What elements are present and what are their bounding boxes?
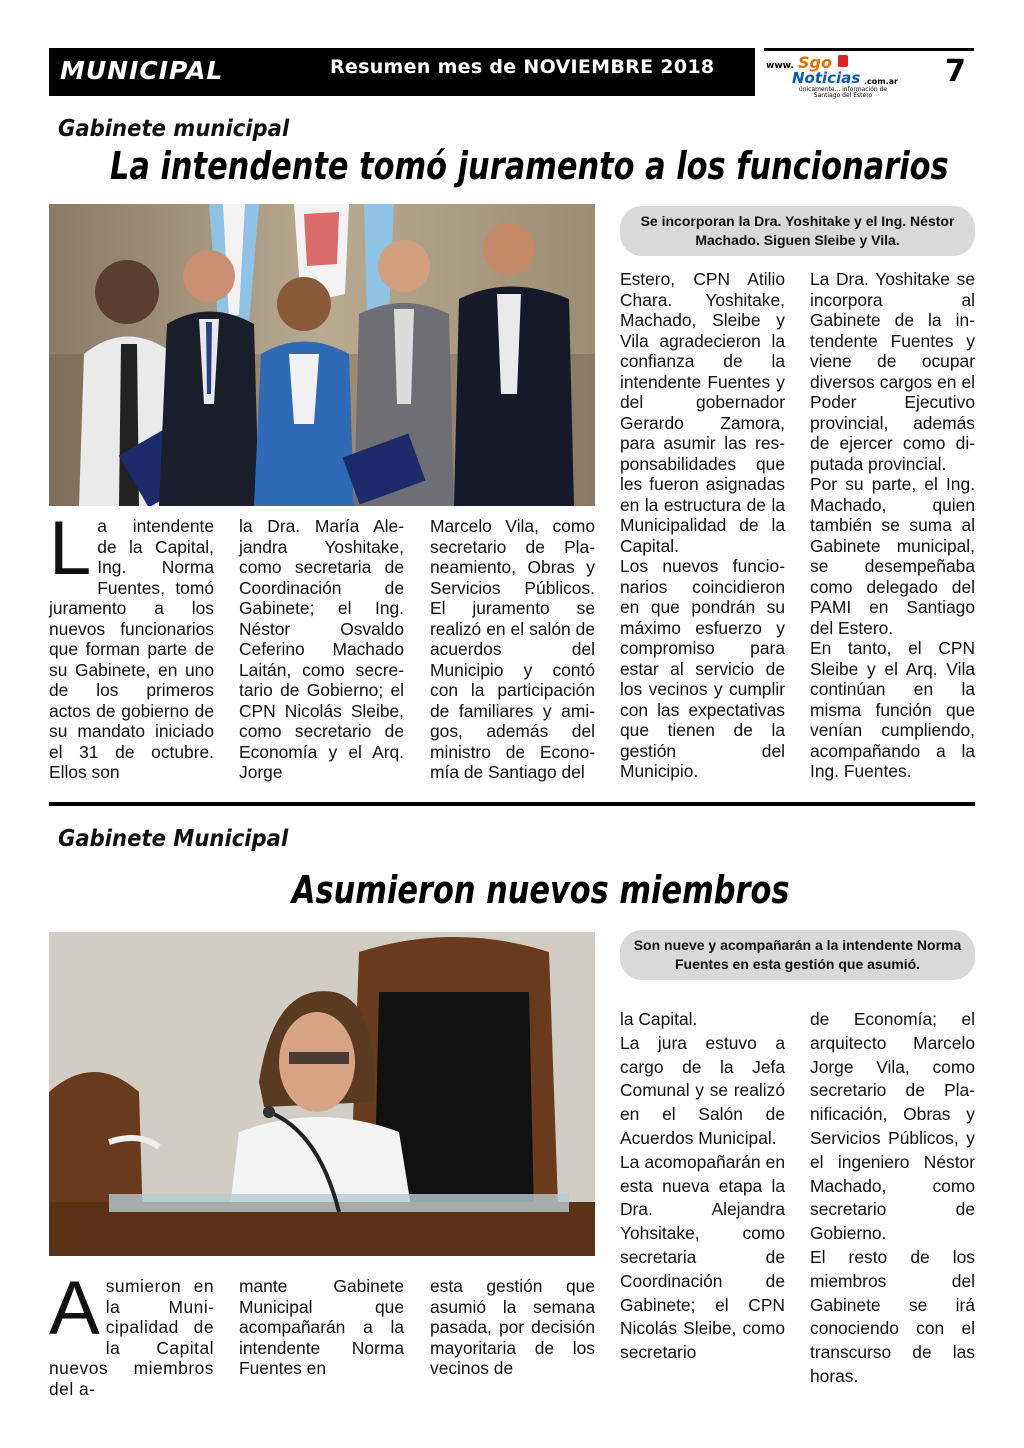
article2-column-2: mante Gabinete Municipal que acompañarán a la intendente Norma Fuentes en: [239, 1276, 404, 1378]
article2-subhead: Son nueve y acompañarán a la intendente Norma Fuentes en esta gestión que asumió.: [620, 930, 975, 980]
officials-group-photo: [49, 204, 595, 506]
article1-column-1: [49, 506, 214, 783]
logo-domain: .com.ar: [864, 77, 898, 86]
article2-column-1: [49, 1266, 214, 1399]
article1-photo: [49, 204, 595, 506]
intendente-at-desk-photo: [49, 932, 595, 1256]
logo-noticias: Noticias: [792, 69, 861, 87]
article2-title: Asumieron nuevos miembros: [292, 868, 790, 912]
article2-dropcap: A: [49, 1266, 100, 1351]
article2-column-3: esta gestión que asumió la semana pasada, por decisión mayoritaria de los vecinos de: [430, 1276, 595, 1378]
logo-sgo: Sgo: [798, 53, 832, 72]
logo-www: www.: [766, 61, 794, 71]
issue-label: Resumen mes de NOVIEMBRE 2018: [330, 56, 715, 78]
article2-column-4: la Capital. La jura estuvo a cargo de la Jefa Comunal y se realizó en el Salón de Acuerdos Municipal. La acomopañarán en esta nueva etapa la Dra. Alejandra Yohsitake, como secretaria de Coordinación de Gabinete; el CPN Nicolás Sleibe, como secretario: [620, 1009, 785, 1363]
page-number: 7: [945, 54, 966, 89]
article1-column-1-text: a intendente de la Capital, Ing. Norma Fuentes, tomó juramento a los nuevos funcionarios que forman parte de su Gabinete, en uno de los primeros actos de gobierno de su mandato iniciado el 31 de octubre. Ellos son: [49, 516, 214, 782]
article1-subhead: Se incorporan la Dra. Yoshitake y el Ing. Néstor Machado. Siguen Sleibe y Vila.: [620, 206, 975, 256]
article-divider: [49, 802, 975, 806]
article1-dropcap: L: [49, 506, 92, 591]
article1-column-4: Estero, CPN Atilio Chara. Yoshitake, Machado, Sleibe y Vila agradecieron la confianza de la intendente Fuentes y del gobernador Gerardo Zamora, para asumir las responsabilidades que les fueron asignadas en la estructura de la Municipalidad de la Capital. Los nuevos funcionarios coincidieron en que pondrán su máximo esfuerzo y compromiso para estar al servicio de los vecinos y cumplir con las expectativas que tienen de la gestión del Municipio.: [620, 269, 785, 781]
header-rule: [912, 48, 974, 51]
section-label: MUNICIPAL: [60, 56, 224, 85]
article1-column-3: Marcelo Vila, como secretario de Planeamiento, Obras y Servicios Públicos. El juramento se realizó en el salón de acuerdos del Municipio y contó con la participación de familiares y amigos, además del ministro de Economía de Santiago del: [430, 516, 595, 782]
article2-kicker: Gabinete Municipal: [58, 826, 289, 852]
article2-column-5: de Economía; el arquitecto Marcelo Jorge Vila, como secretario de Planificación, Obras y Servicios Públicos, y el ingeniero Néstor Machado, como secretario de Gobierno. El resto de los miembros del Gabinete se irá conociendo con el transcurso de las horas.: [810, 1009, 975, 1386]
logo-mark-icon: [838, 55, 848, 67]
logo-tagline: únicamente... información de Santiago del Estero: [798, 86, 888, 99]
article1-kicker: Gabinete municipal: [58, 116, 290, 142]
article1-column-2: la Dra. María Alejandra Yoshitake, como secretaria de Coordinación de Gabinete; el Ing. Néstor Osvaldo Ceferino Machado Laitán, como secretario de Gobierno; el CPN Nicolás Sleibe, como secretario de Economía y el Arq. Jorge: [239, 516, 404, 782]
article1-title: La intendente tomó juramento a los funcionarios: [110, 144, 949, 188]
publication-logo: [764, 48, 914, 101]
article2-column-1-text: sumieron en la Municipalidad de la Capital nuevos miembros del a-: [49, 1276, 214, 1399]
article2-photo: [49, 932, 595, 1256]
article1-column-5: La Dra. Yoshitake se incorpora al Gabinete de la intendente Fuentes y viene de ocupar diversos cargos en el Poder Ejecutivo provincial, además de ejercer como diputada provincial. Por su parte, el Ing. Machado, quien también se suma al Gabinete municipal, se desempeñaba como delegado del PAMI en Santiago del Estero. En tanto, el CPN Sleibe y el Arq. Vila continúan en la misma función que venían cumpliendo, acompañando a la Ing. Fuentes.: [810, 269, 975, 781]
